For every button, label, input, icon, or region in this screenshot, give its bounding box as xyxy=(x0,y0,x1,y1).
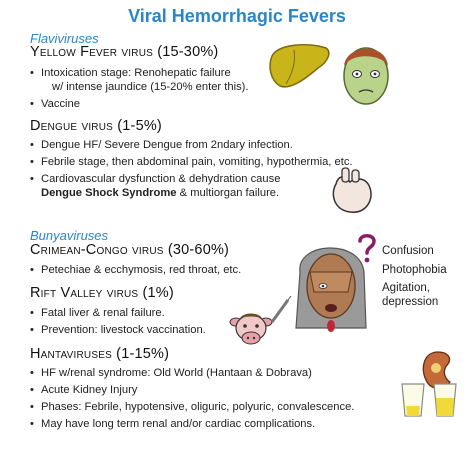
symptom-confusion: Confusion xyxy=(382,245,434,257)
jaundiced-face-icon xyxy=(338,36,394,110)
cchf-heading: Crimean-Congo virus (30-60%) xyxy=(30,242,230,258)
list-item xyxy=(30,186,450,200)
symptom-depression: depression xyxy=(382,296,439,308)
list-item: • Dengue HF/ Severe Dengue from 2ndary infection. xyxy=(30,138,450,152)
list-item: • Intoxication stage: Renohepatic failure xyxy=(30,66,320,80)
syringe-icon xyxy=(268,296,292,326)
list-item: • Fatal liver & renal failure. xyxy=(30,306,270,320)
hantavirus-heading: Hantaviruses (1-15%) xyxy=(30,346,170,362)
dengue-shock-syndrome: Dengue Shock Syndrome xyxy=(41,187,177,199)
question-mark-icon xyxy=(354,232,380,264)
list-item: • Acute Kidney Injury xyxy=(30,383,430,397)
list-item: • Febrile stage, then abdominal pain, vomiting, hypothermia, etc. xyxy=(30,155,450,169)
list-item: • Petechiae & ecchymosis, red throat, etc. xyxy=(30,263,290,277)
cchf-list xyxy=(30,263,290,277)
list-item: • Cardiovascular dysfunction & dehydration cause xyxy=(30,172,341,186)
dengue-list xyxy=(30,138,450,200)
list-item: • Phases: Febrile, hypotensive, oliguric, polyuric, convalescence. xyxy=(30,400,430,414)
list-item: • Prevention: livestock vaccination. xyxy=(30,323,270,337)
list-item: • HF w/renal syndrome: Old World (Hantaan & Dobrava) xyxy=(30,366,430,380)
symptom-photophobia: Photophobia xyxy=(382,264,447,276)
list-item: • Vaccine xyxy=(30,97,320,111)
dengue-shock-rest: & multiorgan failure. xyxy=(176,187,280,199)
page-title: Viral Hemorrhagic Fevers xyxy=(128,6,346,26)
list-item: w/ intense jaundice (15-20% enter this). xyxy=(52,81,249,93)
yellow-fever-heading: Yellow Fever virus (15-30%) xyxy=(30,44,219,60)
urine-cups-icon xyxy=(398,380,462,418)
family-heading-flaviviruses: Flaviviruses xyxy=(30,31,99,46)
liver-icon xyxy=(268,40,332,94)
hantavirus-list xyxy=(30,366,430,431)
family-heading-bunyaviruses: Bunyaviruses xyxy=(30,228,109,243)
symptom-agitation: Agitation, xyxy=(382,282,430,294)
heart-icon xyxy=(326,164,376,216)
list-item: • May have long term renal and/or cardiac complications. xyxy=(30,417,430,431)
rift-valley-heading: Rift Valley virus (1%) xyxy=(30,285,174,301)
dengue-heading: Dengue virus (1-5%) xyxy=(30,118,162,134)
